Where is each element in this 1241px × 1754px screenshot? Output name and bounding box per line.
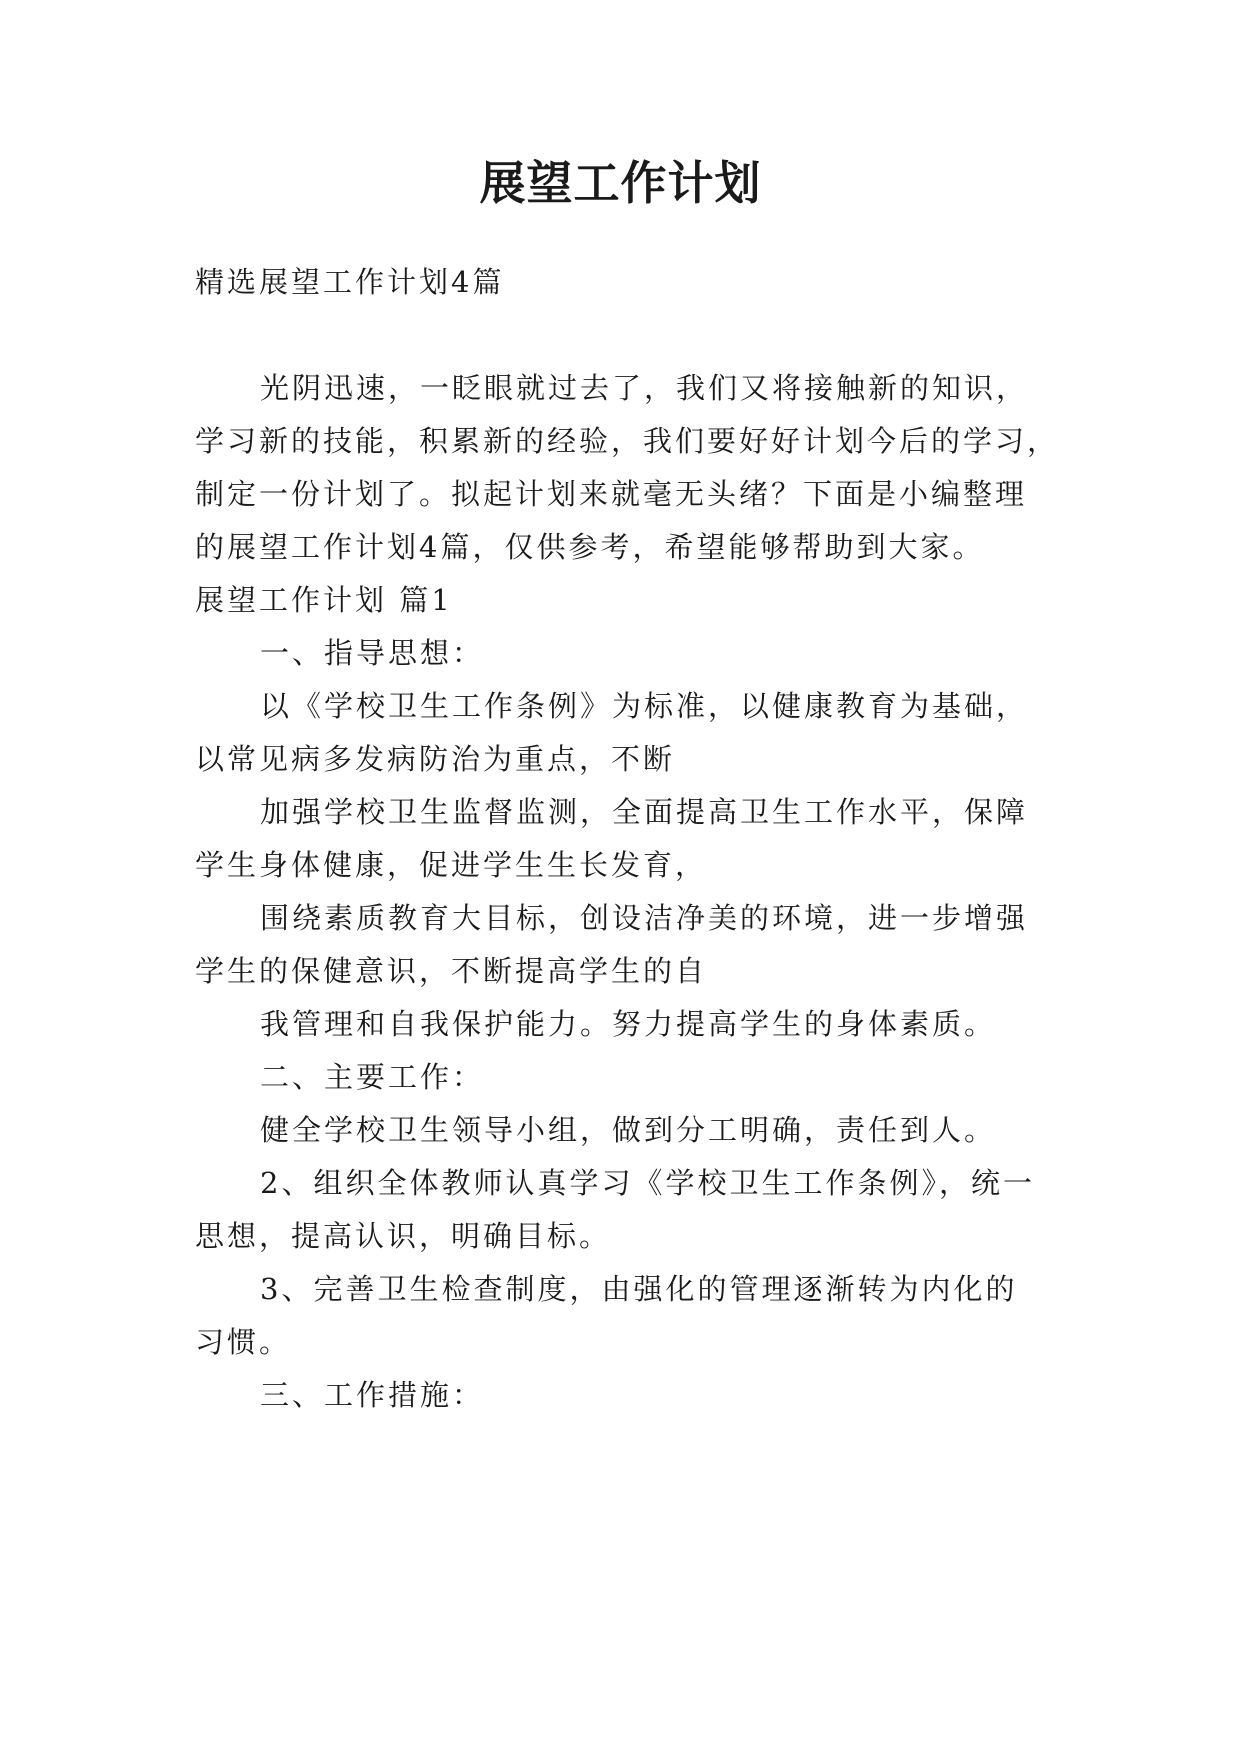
guiding-line: 以《学校卫生工作条例》为标准，以健康教育为基础， — [260, 689, 1029, 723]
main-work-line: 思想，提高认识，明确目标。 — [195, 1219, 612, 1253]
guiding-line: 我管理和自我保护能力。努力提高学生的身体素质。 — [260, 1007, 997, 1041]
intro-line: 的展望工作计划4篇，仅供参考，希望能够帮助到大家。 — [195, 530, 985, 564]
main-work-line: 健全学校卫生领导小组，做到分工明确，责任到人。 — [260, 1113, 997, 1147]
guiding-line: 学生的保健意识，不断提高学生的自 — [195, 954, 708, 988]
measures-heading: 三、工作措施： — [260, 1378, 485, 1412]
main-work-line: 习惯。 — [195, 1325, 292, 1359]
document-subtitle: 精选展望工作计划4篇 — [195, 265, 505, 299]
document-title: 展望工作计划 — [479, 156, 762, 210]
main-work-line: 3、完善卫生检查制度，由强化的管理逐渐转为内化的 — [260, 1272, 1018, 1306]
section-heading: 展望工作计划 篇1 — [195, 583, 453, 617]
main-work-line: 2、组织全体教师认真学习《学校卫生工作条例》，统一 — [260, 1166, 1035, 1200]
guiding-line: 围绕素质教育大目标，创设洁净美的环境，进一步增强 — [260, 901, 1029, 935]
intro-line: 学习新的技能，积累新的经验，我们要好好计划今后的学习， — [195, 424, 1060, 458]
guiding-line: 以常见病多发病防治为重点，不断 — [195, 742, 676, 776]
guiding-heading: 一、指导思想： — [260, 636, 485, 670]
guiding-line: 加强学校卫生监督监测，全面提高卫生工作水平，保障 — [260, 795, 1029, 829]
intro-line: 光阴迅速，一眨眼就过去了，我们又将接触新的知识， — [260, 371, 1029, 405]
intro-line: 制定一份计划了。拟起计划来就毫无头绪？下面是小编整理 — [195, 477, 1028, 511]
guiding-line: 学生身体健康，促进学生生长发育， — [195, 848, 708, 882]
main-work-heading: 二、主要工作： — [260, 1060, 485, 1094]
